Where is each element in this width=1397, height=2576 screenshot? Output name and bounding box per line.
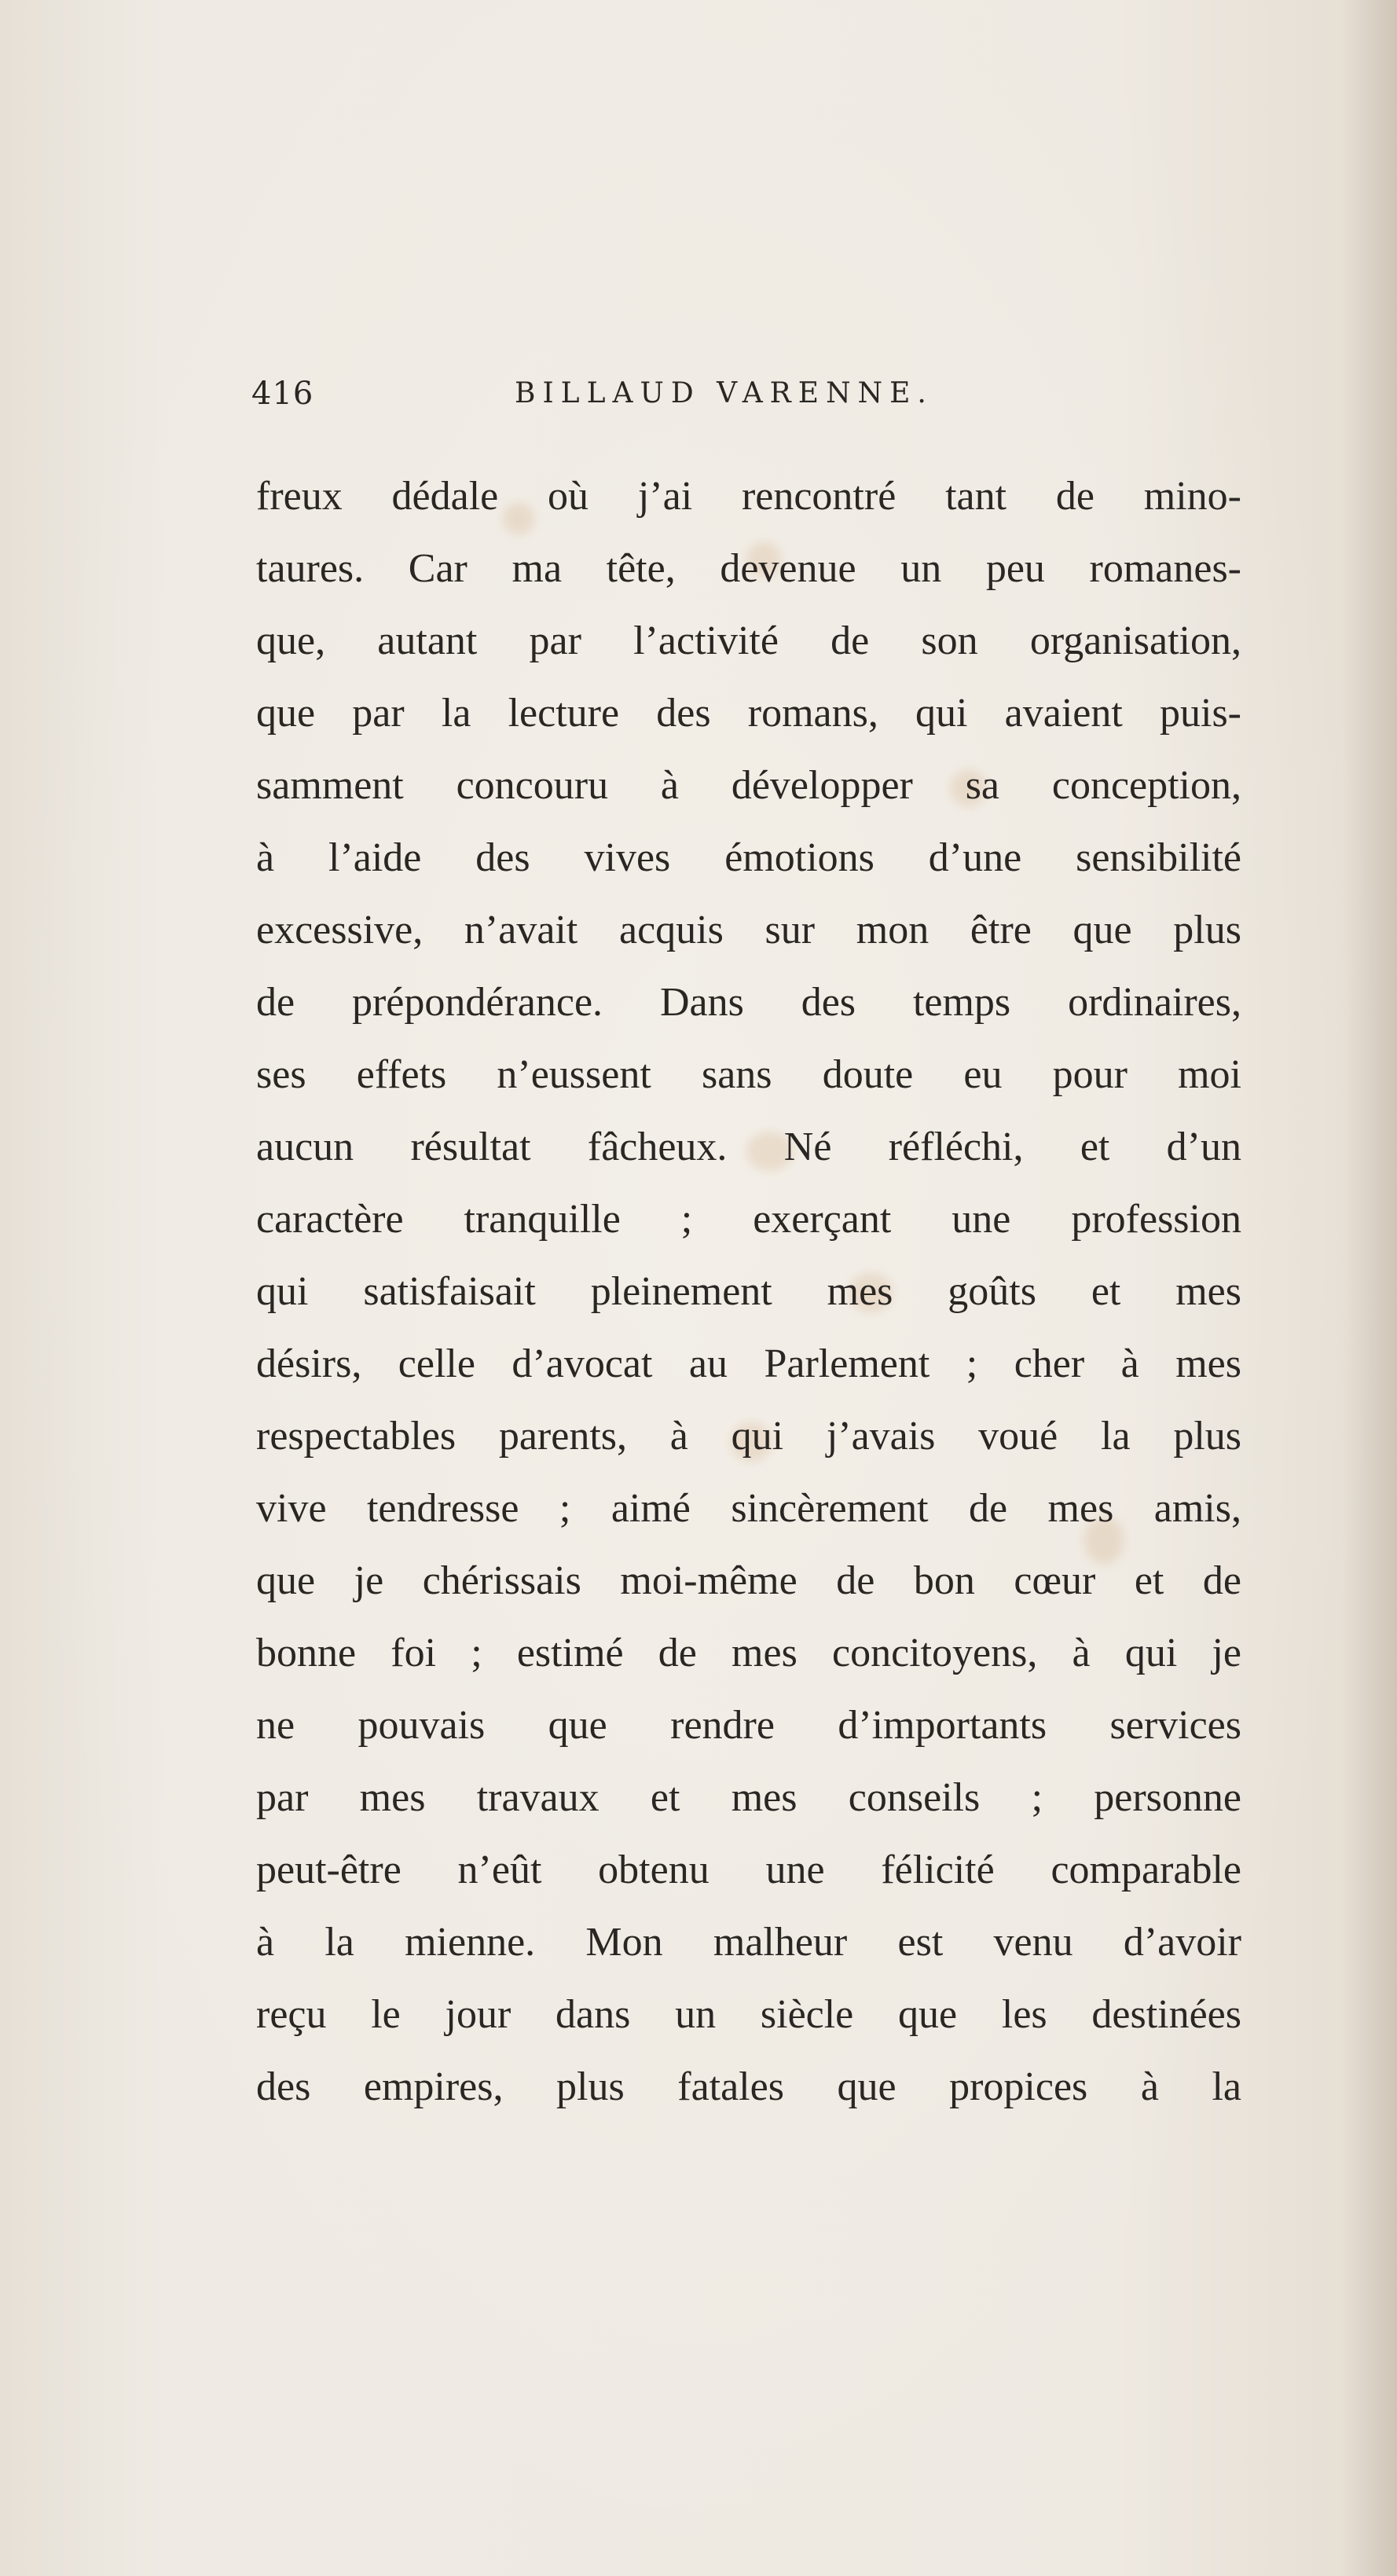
text-line: des empires, plus fatales que propices à la bbox=[256, 2064, 1241, 2109]
text-line: qui satisfaisait pleinement mes goûts et mes bbox=[256, 1269, 1241, 1314]
text-line: taures. Car ma tête, devenue un peu romanes- bbox=[256, 546, 1241, 591]
text-line: par mes travaux et mes conseils ; personne bbox=[256, 1775, 1241, 1820]
page-number: 416 bbox=[251, 376, 314, 412]
running-head bbox=[251, 376, 1241, 423]
text-line: respectables parents, à qui j’avais voué la plus bbox=[256, 1414, 1241, 1459]
text-line: freux dédale où j’ai rencontré tant de mino- bbox=[256, 474, 1241, 519]
text-line: aucun résultat fâcheux. Né réfléchi, et d’un bbox=[256, 1125, 1241, 1169]
text-line: vive tendresse ; aimé sincèrement de mes amis, bbox=[256, 1486, 1241, 1531]
text-line: désirs, celle d’avocat au Parlement ; cher à mes bbox=[256, 1341, 1241, 1386]
text-line: que je chérissais moi-même de bon cœur et de bbox=[256, 1558, 1241, 1603]
body-text bbox=[256, 461, 1241, 2123]
text-line: à la mienne. Mon malheur est venu d’avoir bbox=[256, 1920, 1241, 1965]
text-line: que, autant par l’activité de son organisation, bbox=[256, 618, 1241, 663]
text-line: à l’aide des vives émotions d’une sensibilité bbox=[256, 835, 1241, 880]
page-edge-shadow bbox=[1342, 0, 1397, 2576]
text-line: bonne foi ; estimé de mes concitoyens, à qui je bbox=[256, 1631, 1241, 1675]
text-line: peut-être n’eût obtenu une félicité comparable bbox=[256, 1848, 1241, 1892]
text-line: ses effets n’eussent sans doute eu pour moi bbox=[256, 1052, 1241, 1097]
text-line: ne pouvais que rendre d’importants services bbox=[256, 1703, 1241, 1748]
text-line: excessive, n’avait acquis sur mon être que plus bbox=[256, 908, 1241, 952]
running-title: BILLAUD VARENNE. bbox=[515, 377, 933, 409]
text-line: reçu le jour dans un siècle que les destinées bbox=[256, 1992, 1241, 2037]
text-line: samment concouru à développer sa conception, bbox=[256, 763, 1241, 808]
text-line: que par la lecture des romans, qui avaient puis- bbox=[256, 691, 1241, 736]
text-line: caractère tranquille ; exerçant une profession bbox=[256, 1197, 1241, 1242]
text-line: de prépondérance. Dans des temps ordinaires, bbox=[256, 980, 1241, 1025]
